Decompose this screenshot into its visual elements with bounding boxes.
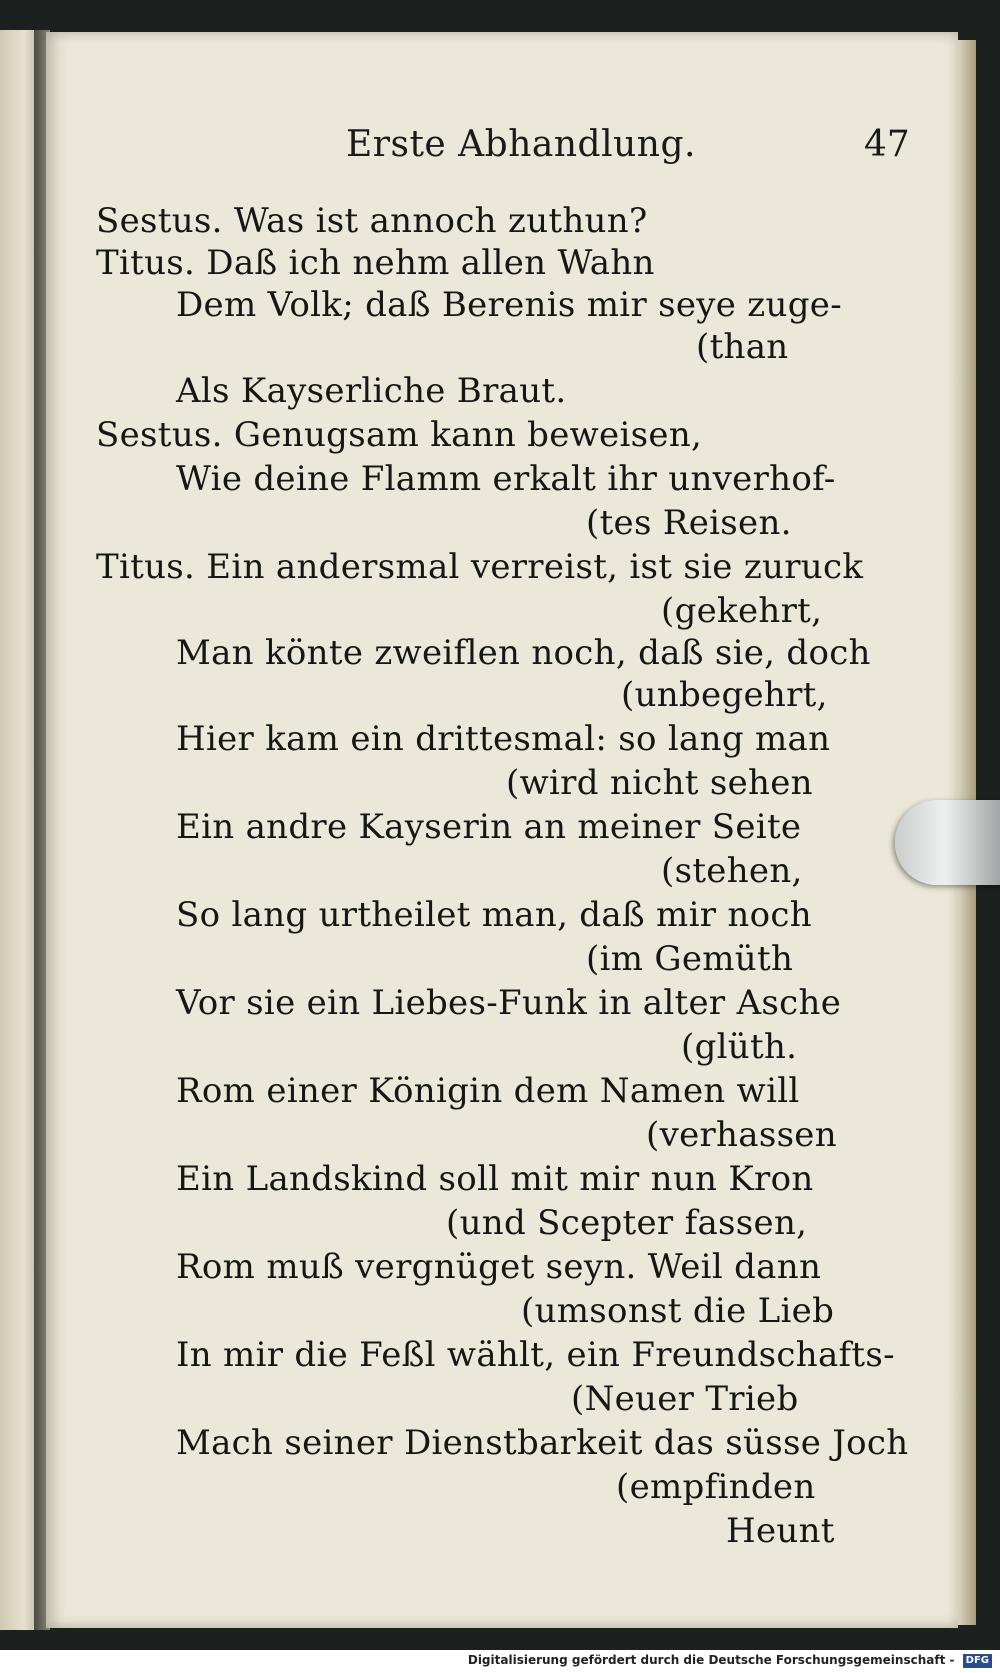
- text-line: (tes Reisen.: [586, 503, 792, 543]
- footer-strip: [0, 1650, 1000, 1673]
- dfg-logo: DFG: [963, 1654, 992, 1668]
- page-number: 47: [864, 124, 910, 165]
- text-line: (verhassen: [646, 1115, 837, 1155]
- text-line: Als Kayserliche Braut.: [176, 371, 567, 411]
- text-line: (empfinden: [616, 1467, 816, 1507]
- text-line: (Neuer Trieb: [571, 1379, 799, 1419]
- text-line: Rom einer Königin dem Namen will: [176, 1071, 800, 1111]
- text-line: Mach seiner Dienstbarkeit das süsse Joch: [176, 1423, 909, 1463]
- text-line: Vor sie ein Liebes-Funk in alter Asche: [176, 983, 842, 1023]
- text-line: Dem Volk; daß Berenis mir seye zuge-: [176, 285, 842, 325]
- credit-text: Digitalisierung gefördert durch die Deutsche Forschungsgemeinschaft -: [467, 1653, 955, 1667]
- running-head: Erste Abhandlung.: [346, 124, 696, 165]
- text-line: So lang urtheilet man, daß mir noch: [176, 895, 812, 935]
- text-line: Hier kam ein drittesmal: so lang man: [176, 719, 831, 759]
- page-header: [46, 124, 958, 184]
- text-line: Sestus. Genugsam kann beweisen,: [96, 415, 703, 455]
- text-line: Titus. Ein andersmal verreist, ist sie zuruck: [96, 547, 864, 587]
- text-line: Ein andre Kayserin an meiner Seite: [176, 807, 802, 847]
- text-line: (umsonst die Lieb: [521, 1291, 835, 1331]
- text-line: (und Scepter fassen,: [446, 1203, 808, 1243]
- page-marker-tab: [895, 800, 1000, 885]
- text-line: Sestus. Was ist annoch zuthun?: [96, 201, 648, 241]
- text-line: (glüth.: [681, 1027, 798, 1067]
- text-line: Ein Landskind soll mit mir nun Kron: [176, 1159, 814, 1199]
- text-line: Wie deine Flamm erkalt ihr unverhof-: [176, 459, 836, 499]
- book-page: [46, 32, 958, 1628]
- text-line: (than: [696, 327, 789, 367]
- text-line: (gekehrt,: [661, 591, 823, 631]
- text-line: Heunt: [726, 1511, 835, 1551]
- text-line: (stehen,: [661, 851, 803, 891]
- text-line: Titus. Daß ich nehm allen Wahn: [96, 243, 655, 283]
- text-line: (unbegehrt,: [621, 675, 828, 715]
- text-line: Man könte zweiflen noch, daß sie, doch: [176, 633, 871, 673]
- funding-credit: [468, 1653, 992, 1668]
- text-line: (im Gemüth: [586, 939, 794, 979]
- text-line: In mir die Feßl wählt, ein Freundschafts-: [176, 1335, 895, 1375]
- text-line: Rom muß vergnüget seyn. Weil dann: [176, 1247, 822, 1287]
- text-line: (wird nicht sehen: [506, 763, 813, 803]
